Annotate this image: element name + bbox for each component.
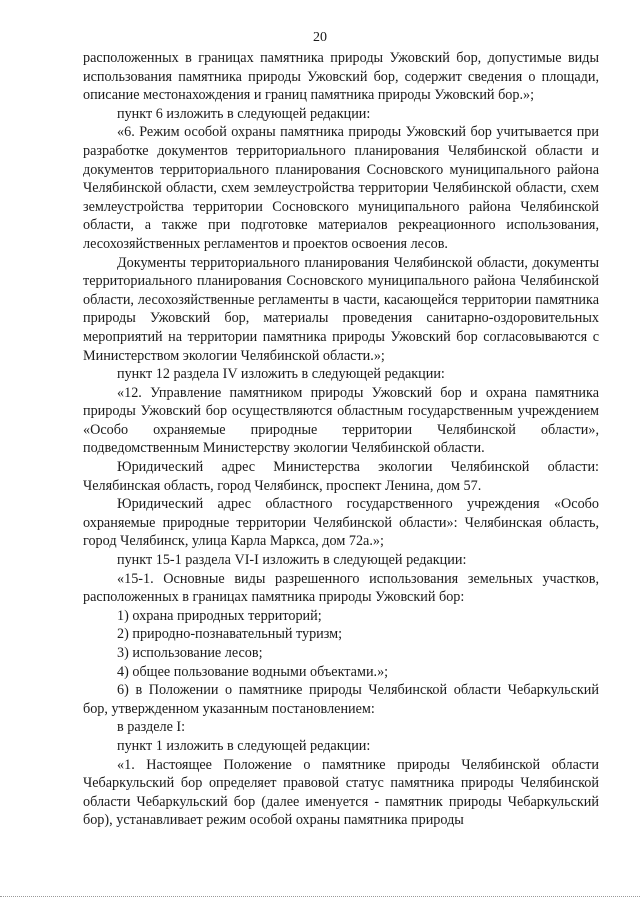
paragraph-7: Юридический адрес Министерства экологии Челябинской области: Челябинская область, город Челябинск, проспект Ленина, дом 57.	[83, 459, 599, 494]
paragraph-1: расположенных в границах памятника природы Ужовский бор, допустимые виды использования памятника природы Ужовский бор, содержит сведения о площади, описание местонахождения и границ памятника природы Ужовский бор.»;	[83, 50, 599, 104]
paragraph-11: 6) в Положении о памятнике природы Челябинской области Чебаркульский бор, утвержденном указанным постановлением:	[83, 682, 599, 717]
paragraph-4: Документы территориального планирования Челябинской области, документы территориального планирования Сосновского муниципального района Челябинской области, лесохозяйственные регламенты в части, касающейся территории памятника природы Ужовский бор, материалы проведения санитарно-оздоровительных мероприятий на территории памятника природы Ужовский бор согласовываются с Министерством экологии Челябинской области.»;	[83, 254, 599, 364]
list-item-4: 4) общее пользование водными объектами.»;	[117, 663, 389, 680]
list-item-3: 3) использование лесов;	[117, 645, 263, 661]
paragraph-9: пункт 15-1 раздела VI-I изложить в следующей редакции:	[117, 552, 467, 569]
list-item-2: 2) природно-познавательный туризм;	[117, 626, 343, 643]
paragraph-13: пункт 1 изложить в следующей редакции:	[117, 737, 371, 754]
paragraph-10: «15-1. Основные виды разрешенного использования земельных участков, расположенных в границах памятника природы Ужовский бор:	[83, 570, 599, 606]
paragraph-5: пункт 12 раздела IV изложить в следующей редакции:	[117, 366, 445, 383]
paragraph-3: «6. Режим особой охраны памятника природы Ужовский бор учитывается при разработке документов территориального планирования Челябинской области и документов территориального планирования Сосновского муниципального района Челябинской области, схем землеустройства территории Челябинской области, схем землеустройства территории Сосновского муниципального района Челябинской области, а также при подготовке материалов рекреационного использования, лесохозяйственных регламентов и проектов освоения лесов.	[83, 124, 599, 252]
paragraph-6: «12. Управление памятником природы Ужовский бор и охрана памятника природы Ужовский бор осуществляются областным государственным учреждением «Особо охраняемые природные территории Челябинской области», подведомственным Министерству экологии Челябинской области.	[83, 384, 599, 457]
paragraph-8: Юридический адрес областного государственного учреждения «Особо охраняемые природные территории Челябинской области»: Челябинская область, город Челябинск, улица Карла Маркса, дом 72а.»;	[83, 496, 599, 550]
list-item-1: 1) охрана природных территорий;	[117, 607, 322, 624]
paragraph-2: пункт 6 изложить в следующей редакции:	[117, 105, 371, 122]
paragraph-14: «1. Настоящее Положение о памятнике природы Челябинской области Чебаркульский бор определяет правовой статус памятника природы Челябинской области Чебаркульский бор (далее именуется - памятник природы Чебаркульский бор), устанавливает режим особой охраны памятника природы	[83, 756, 599, 829]
paragraph-12: в разделе I:	[117, 719, 186, 736]
document-body	[83, 49, 599, 830]
page-number: 20	[313, 30, 327, 45]
page-bottom-divider	[0, 896, 640, 897]
